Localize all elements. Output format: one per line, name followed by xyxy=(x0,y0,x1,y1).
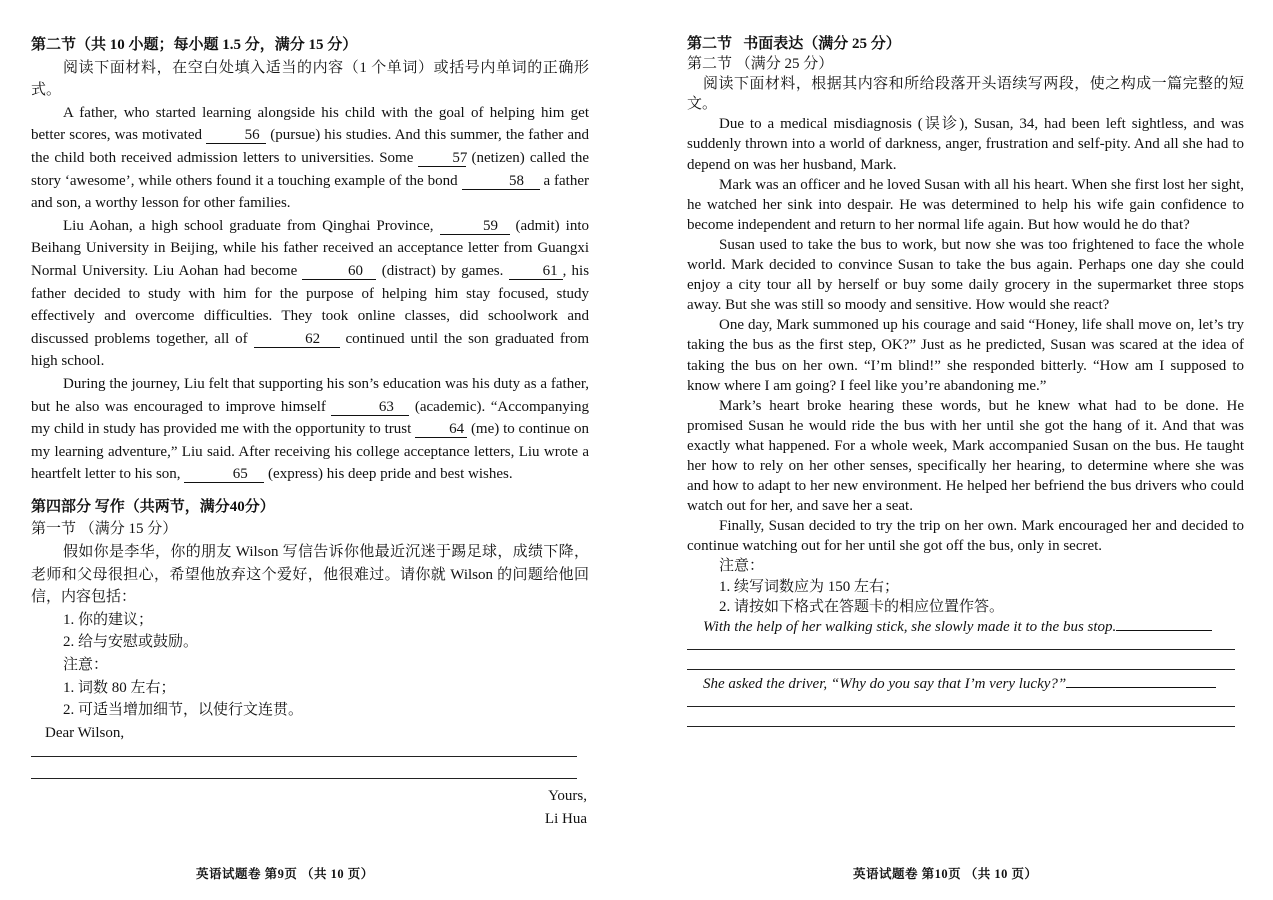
passage-text: (distract) by games. xyxy=(381,262,504,279)
letter-closing: Yours, xyxy=(548,788,587,805)
blank-60[interactable]: 60 xyxy=(302,263,376,280)
blank-63[interactable]: 63 xyxy=(331,399,409,416)
left-page xyxy=(31,34,589,831)
passage-text: a father and son, a worthy lesson for other families. xyxy=(31,172,590,212)
answer-blank[interactable] xyxy=(1116,630,1212,631)
story-paragraph-5: Mark’s heart broke hearing these words, but he knew what had to be done. He promised Susan he would ride the bus with her until she got the hang of it. And that was exactly what happened. For a whole week, Mark accompanied Susan on the bus. He taught her how to rely on her other senses, specifically her hearing, to determine where she was and how to adapt to her new environment. He helped her befriend the bus drivers who could watch out for her, and save her a seat. xyxy=(687,397,1244,515)
passage-text: (netizen) called the story ‘awesome’, while others found it a touching example of the bond xyxy=(31,149,589,189)
section-label: 第二节 xyxy=(687,36,733,52)
section-heading: 书面表达（满分 25 分） xyxy=(743,36,901,52)
continuation-prompt-1 xyxy=(687,617,1244,637)
passage-text: Liu Aohan, a high school graduate from Qinghai Province, xyxy=(63,217,434,234)
section2-instructions: 阅读下面材料，在空白处填入适当的内容（1 个单词）或括号内单词的正确形式。 xyxy=(31,59,589,99)
passage-text: (me) to continue on my learning adventure,” Liu said. After receiving his college acceptance letters, Liu wrote a heartfelt letter to his son, xyxy=(31,421,590,483)
blank-65[interactable]: 65 xyxy=(184,466,264,483)
story-paragraph-6: Finally, Susan decided to try the trip on her own. Mark encouraged her and decided to continue watching out for her until she got off the bus, only in secret. xyxy=(687,518,1244,555)
writing-section-title xyxy=(687,34,1244,54)
answer-blank[interactable] xyxy=(1066,687,1216,688)
blank-62[interactable]: 62 xyxy=(254,331,340,348)
passage-text: A father, who started learning alongside his child with the goal of helping him get better scores, was motivated xyxy=(31,104,589,144)
note-label: 注意： xyxy=(719,558,765,575)
continuation-prompt-2 xyxy=(687,674,1244,694)
story-paragraph-4: One day, Mark summoned up his courage and said “Honey, life shall move on, let’s try taking the bus as the first step, OK?” Just as he predicted, Susan was scared at the idea of taking the bus on her own. “I’m blind!” she responded bitterly. “How am I supposed to know where I am going? I feel like you’re abandoning me.” xyxy=(687,317,1244,394)
section2-title: 第二节（共 10 小题；每小题 1.5 分，满分 15 分） xyxy=(31,37,358,53)
blank-61[interactable]: 61 xyxy=(509,263,563,280)
passage-text: (academic). “Accompanying my child in study has provided me with the opportunity to trust xyxy=(31,398,590,438)
prompt-sentence: She asked the driver, “Why do you say that I’m very lucky?” xyxy=(703,675,1067,692)
blank-56[interactable]: 56 xyxy=(206,127,266,144)
passage-text: continued until the son graduated from high school. xyxy=(31,330,590,370)
prompt-sentence: With the help of her walking stick, she slowly made it to the bus stop. xyxy=(703,618,1117,635)
answer-line[interactable] xyxy=(687,726,1235,727)
section1-title: 第一节 （满分 15 分） xyxy=(31,521,178,538)
section-subtitle: 第二节 （满分 25 分） xyxy=(687,56,834,73)
passage-text: During the journey, Liu felt that supporting his son’s education was his duty as a father, but he also was encouraged to improve himself xyxy=(31,375,589,415)
passage-text: , his father decided to study with him for the purpose of helping him stay focused, study effectively and overcome difficulties. They took online classes, did schoolwork and discussed problems together, all of xyxy=(31,262,590,347)
story-paragraph-3: Susan used to take the bus to work, but now she was too frightened to face the whole world. Mark decided to convince Susan to take the bus again. Perhaps one day she could enjoy a city tour all by herself or buy some daily grocery in the supermarket three stops away. But she was still so moody and sensitive. How would she react? xyxy=(687,236,1244,314)
note-label: 注意： xyxy=(63,657,109,674)
passage-paragraph-2 xyxy=(31,215,589,373)
passage-paragraph-3 xyxy=(31,373,589,486)
passage-text: (admit) into Beihang University in Beijing, while his father received an acceptance letter from Guangxi Normal University. Liu Aohan had become xyxy=(31,217,590,279)
note-item-2: 2. 可适当增加细节，以使行文连贯。 xyxy=(63,702,304,719)
passage-text: (express) his deep pride and best wishes. xyxy=(268,466,513,483)
prompt-item-1: 1. 你的建议； xyxy=(63,611,154,628)
story-paragraph-2: Mark was an officer and he loved Susan with all his heart. When she first lost her sight, he watched her sink into despair. He was determined to help his wife gain confidence to become independent and return to her normal life again. But how would he do that? xyxy=(687,176,1244,233)
continuation-instructions: 阅读下面材料，根据其内容和所给段落开头语续写两段，使之构成一篇完整的短文。 xyxy=(687,76,1244,113)
passage-text: (pursue) his studies. And this summer, the father and the child both received admission letters to universities. Some xyxy=(31,127,590,166)
letter-salutation: Dear Wilson, xyxy=(45,724,125,741)
page-footer-10: 英语试题卷 第10页 （共 10 页） xyxy=(853,867,1038,881)
blank-59[interactable]: 59 xyxy=(440,218,510,235)
note-item-1: 1. 续写词数应为 150 左右； xyxy=(719,578,900,595)
page-footer-9: 英语试题卷 第9页 （共 10 页） xyxy=(196,867,374,881)
writing-prompt: 假如你是李华，你的朋友 Wilson 写信告诉你他最近沉迷于踢足球，成绩下降，老师和父母很担心，希望他放弃这个爱好，他很难过。请你就 Wilson 的问题给他回信，内容包括： xyxy=(31,544,589,606)
story-paragraph-1: Due to a medical misdiagnosis (误诊), Susan, 34, had been left sightless, and was suddenly thrown into a world of darkness, anger, frustration and self-pity. And all she had to depend on was her husband, Mark. xyxy=(687,116,1244,173)
note-item-2: 2. 请按如下格式在答题卡的相应位置作答。 xyxy=(719,598,1005,615)
blank-58[interactable]: 58 xyxy=(462,173,540,190)
prompt-item-2: 2. 给与安慰或鼓励。 xyxy=(63,634,199,651)
part4-title: 第四部分 写作（共两节，满分40分） xyxy=(31,498,275,515)
passage-paragraph-1 xyxy=(31,102,589,215)
blank-57[interactable]: 57 xyxy=(418,150,466,167)
blank-64[interactable]: 64 xyxy=(415,421,467,438)
note-item-1: 1. 词数 80 左右； xyxy=(63,679,176,696)
right-page xyxy=(687,34,1244,727)
letter-signature: Li Hua xyxy=(544,811,587,827)
